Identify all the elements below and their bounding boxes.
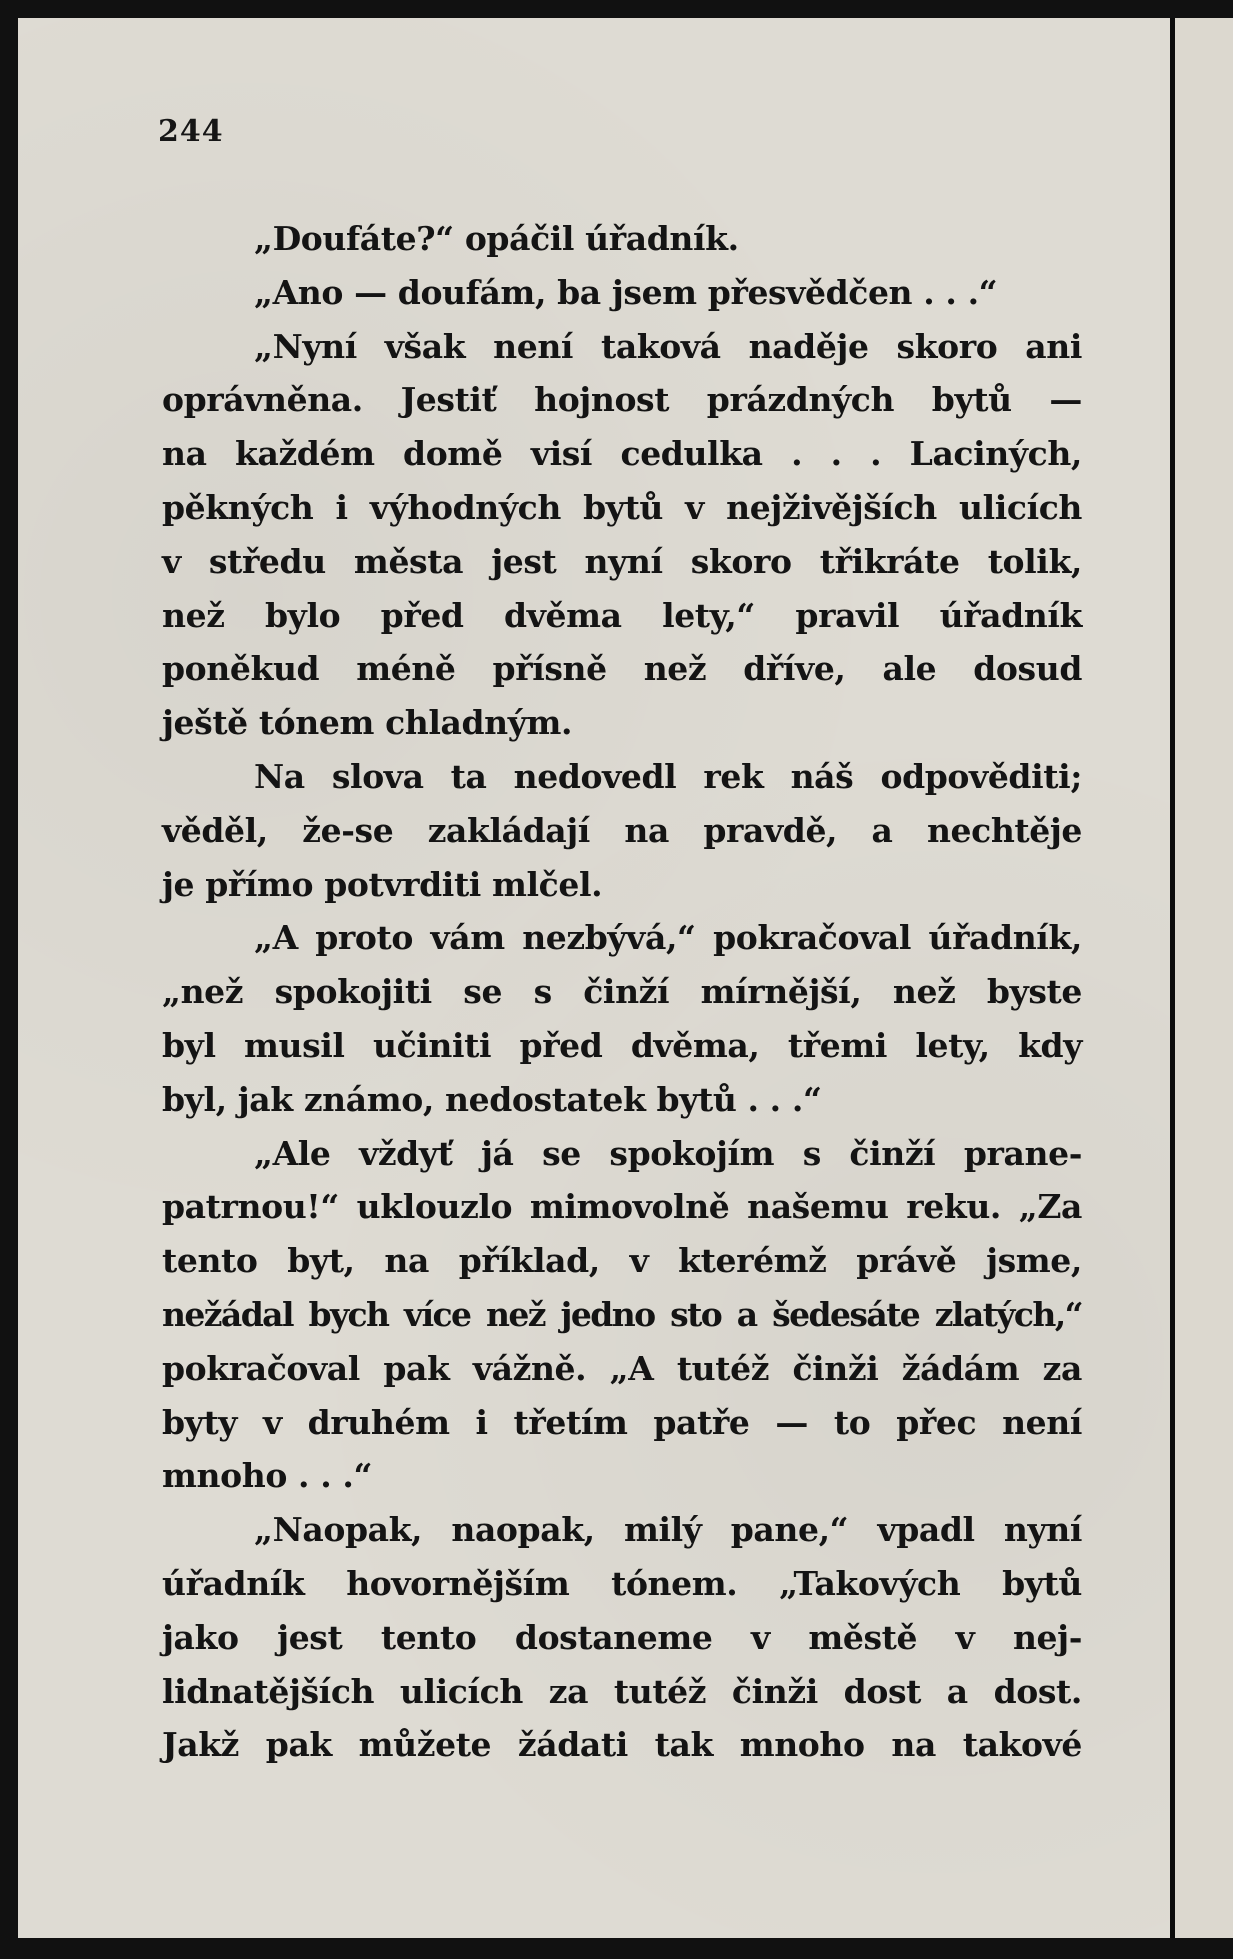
text-line: ještě tónem chladným. xyxy=(162,703,573,743)
adjacent-page-edge xyxy=(1175,18,1233,1938)
text-line: tento byt, na příklad, v kterémž právě jsme, xyxy=(162,1241,1082,1281)
text-line: pokračoval pak vážně. „A tutéž činži žádám za xyxy=(162,1348,1082,1388)
text-line: poněkud méně přísně než dříve, ale dosud xyxy=(162,649,1082,689)
text-line: lidnatějších ulicích za tutéž činži dost a dost. xyxy=(162,1671,1082,1711)
text-line: úřadník hovornějším tónem. „Takových bytů xyxy=(162,1563,1082,1603)
text-line: Jakž pak můžete žádati tak mnoho na takové xyxy=(162,1725,1082,1765)
text-line: „A proto vám nezbývá,“ pokračoval úřadník, xyxy=(254,918,1082,958)
page-number: 244 xyxy=(158,114,224,149)
text-line: Na slova ta nedovedl rek náš odpověditi; xyxy=(254,756,1082,796)
text-line: než bylo před dvěma lety,“ pravil úřadník xyxy=(162,595,1082,635)
text-line: „Doufáte?“ opáčil úřadník. xyxy=(254,219,739,258)
text-line: „Ale vždyť já se spokojím s činží prane- xyxy=(254,1133,1082,1173)
page-text xyxy=(162,212,1082,1772)
text-line: „Naopak, naopak, milý pane,“ vpadl nyní xyxy=(254,1510,1082,1550)
text-line: je přímo potvrditi mlčel. xyxy=(162,864,603,904)
text-line: byl, jak známo, nedostatek bytů . . .“ xyxy=(162,1079,822,1119)
text-line: mnoho . . .“ xyxy=(162,1456,373,1496)
text-line: oprávněna. Jestiť hojnost prázdných bytů — xyxy=(162,380,1082,420)
text-line: „Ano — doufám, ba jsem přesvědčen . . .“ xyxy=(254,272,998,312)
text-line: v středu města jest nyní skoro třikráte tolik, xyxy=(162,541,1082,581)
text-line: „Nyní však není taková naděje skoro ani xyxy=(254,326,1082,366)
text-line: jako jest tento dostaneme v městě v nej- xyxy=(162,1617,1082,1657)
text-line: „než spokojiti se s činží mírnější, než byste xyxy=(162,972,1082,1012)
text-line: byty v druhém i třetím patře — to přec není xyxy=(162,1402,1082,1442)
text-line: byl musil učiniti před dvěma, třemi lety, kdy xyxy=(162,1025,1082,1065)
text-line: na každém domě visí cedulka . . . Laciných, xyxy=(162,434,1082,474)
text-line: věděl, že-se zakládají na pravdě, a nechtěje xyxy=(162,810,1082,850)
text-line: pěkných i výhodných bytů v nejživějších ulicích xyxy=(162,487,1082,527)
text-line: nežádal bych více než jedno sto a šedesáte zlatých,“ xyxy=(162,1294,1082,1334)
text-line: patrnou!“ uklouzlo mimovolně našemu reku. „Za xyxy=(162,1187,1082,1227)
